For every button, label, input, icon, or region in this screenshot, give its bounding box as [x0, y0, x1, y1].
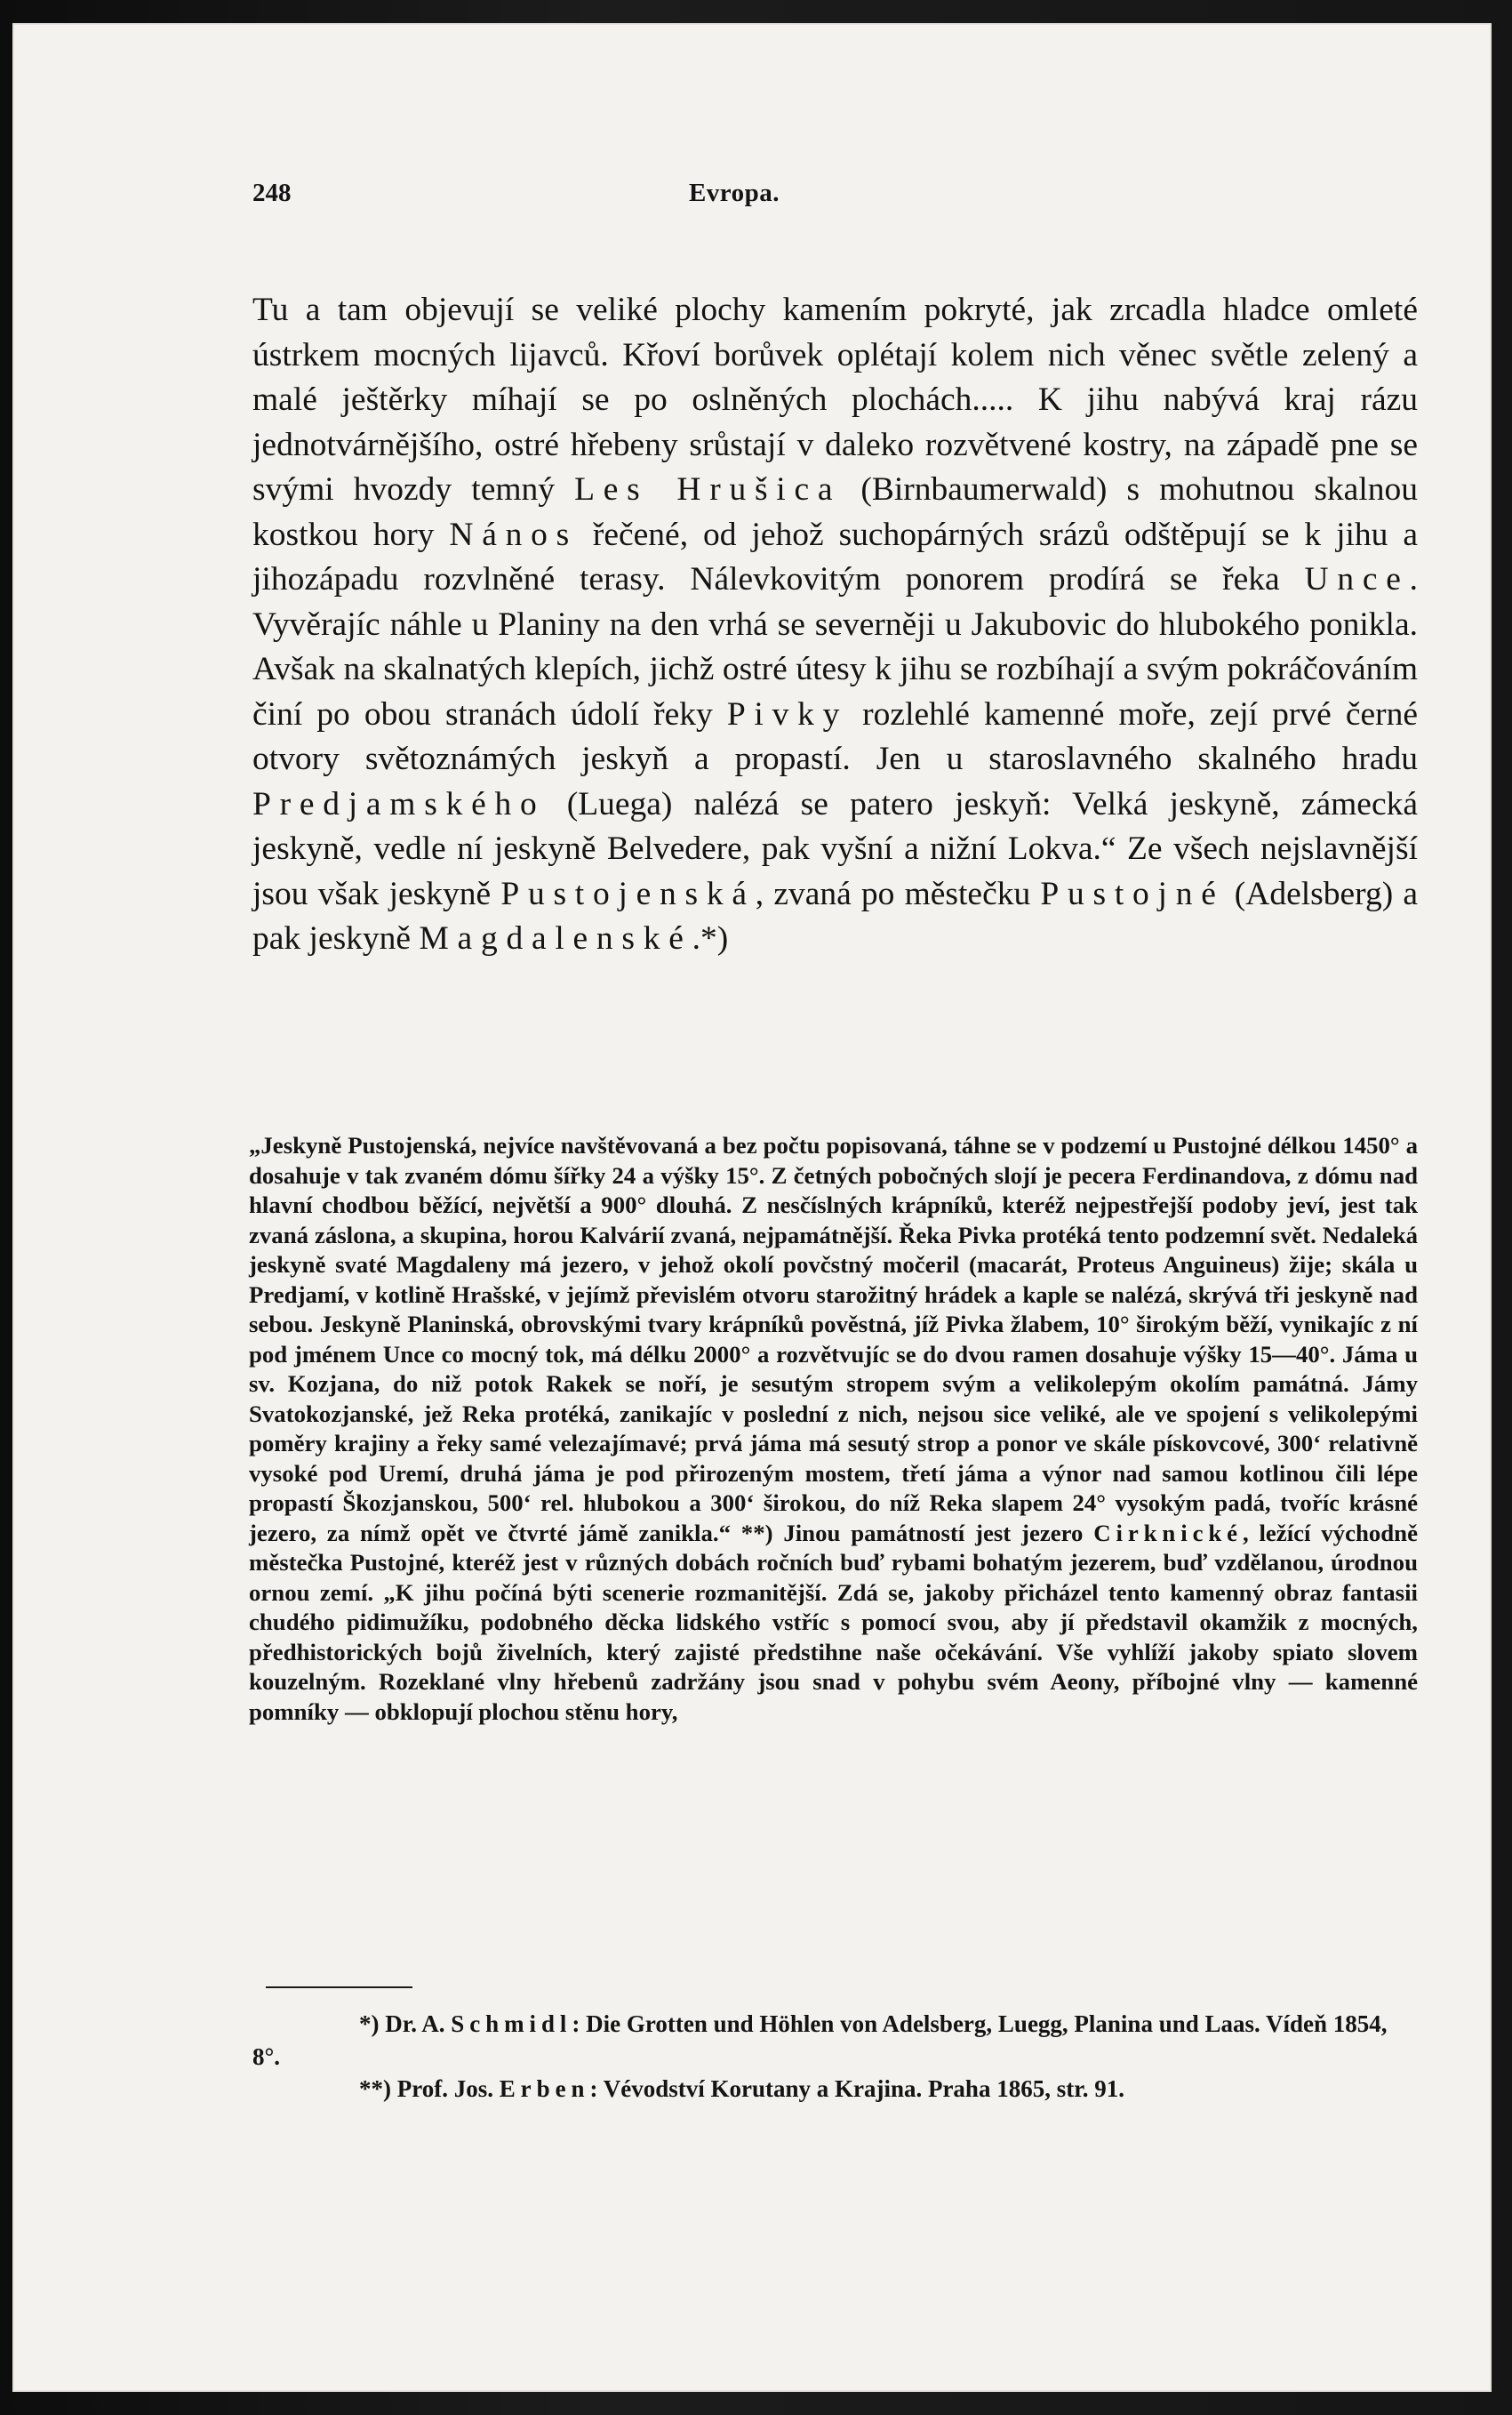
footnote-marker: **) Prof. Jos. — [359, 2075, 500, 2102]
body-text: rozlehlé kamenné moře, zejí prvé černé otvory světoznámých jeskyň a propastí. Jen u staroslavného skalného hradu — [252, 695, 1419, 777]
page-number: 248 — [252, 179, 292, 207]
footnote-author: Schmidl — [451, 2010, 572, 2037]
spaced-term: Pustojné — [1040, 875, 1225, 912]
footnote-2 — [252, 2073, 1418, 2106]
spaced-term: Pustojenská — [500, 875, 756, 912]
quoted-passage — [249, 1131, 1418, 1727]
footnote-text: : Die Grotten und Höhlen von Adelsberg, Luegg, Planina und Laas. Vídeň 1854, 8°. — [252, 2010, 1388, 2070]
footnote-rule — [266, 1986, 412, 1988]
body-text: (Adelsberg) a pak jeskyně — [252, 875, 1419, 957]
quote-text: , ležící východně městečka Pustojné, kteréž jest v různých dobách ročních buď rybami bohatým jezerem, buď vzdělanou, úrodnou ornou zemí. „K jihu počíná býti scenerie rozmanitější. Zdá se, jakoby přicházel tento kamenný obraz fantasii chudého pidimužíku, podobného děcka lidského vstříc s pomocí svou, aby jí představil okamžik z mocných, předhistorických bojů živelních, který zajisté předstihne naše očekávání. Vše vyhlíží jakoby spiato slovem kouzelným. Rozeklané vlny hřebenů zadržány jsou snad v pohybu svém Aeony, příbojné vlny — kamenné pomníky — obklopují plochou stěnu hory, — [249, 1519, 1418, 1725]
footnotes — [252, 2008, 1418, 2106]
spaced-term: Pivky — [726, 695, 849, 733]
body-text: Tu a tam objevují se veliké plochy kamením pokryté, jak zrcadla hladce omleté ústrkem mocných lijavců. Křoví borůvek oplétají kolem nich věnec světle zelený a malé ještěrky míhají se po oslněných plochách..... K jihu nabývá kraj rázu jednotvárnějšího, ostré hřebeny srůstají v daleko rozvětvené kostry, na západě pne se svými hvozdy temný — [252, 292, 1418, 508]
spaced-term: Unce — [1304, 561, 1410, 598]
body-text: (Birnbaumerwald) s mohutnou skalnou kostkou hory — [252, 471, 1418, 553]
book-page — [12, 23, 1492, 2392]
body-text: . Vyvěrajíc náhle u Planiny na den vrhá se severněji u Jakubovic do hlubokého ponikla. Avšak na skalnatých klepích, jichž ostré útesy k jihu se rozbíhají a svým pokráčováním činí po obou stranách údolí řeky — [252, 561, 1418, 733]
spaced-term: Magdalenské — [419, 920, 692, 957]
spaced-term: Nános — [449, 516, 578, 553]
footnote-1 — [252, 2008, 1418, 2073]
running-head: Evropa. — [688, 179, 780, 207]
spaced-term: Les Hrušica — [574, 471, 842, 508]
spaced-term: Predjamského — [252, 785, 546, 822]
footnote-text: : Vévodství Korutany a Krajina. Praha 1865, str. 91. — [589, 2075, 1124, 2102]
main-paragraph — [252, 288, 1418, 962]
quote-text: „Jeskyně Pustojenská, nejvíce navštěvovaná a bez počtu popisovaná, táhne se v podzemí u Pustojné délkou 1450° a dosahuje v tak zvaném dómu šířky 24 a výšky 15°. Z četných pobočných slojí je pecera Ferdinandova, z dómu nad hlavní chodbou běžící, největší a 900° dlouhá. Z nesčíslných krápníků, kteréž nejpestřejší podoby jeví, jest tak zvaná záslona, a skupina, horou Kalvárií zvaná, nejpamátnější. Řeka Pivka protéká tento podzemní svět. Nedaleká jeskyně svaté Magdaleny má jezero, v jehož okolí povčstný močeril (macarát, Proteus Anguineus) žije; skála u Predjamí, v kotlině Hrašské, v jejímž převislém otvoru starožitný hrádek a kaple se nalézá, skrývá tři jeskyně nad sebou. Jeskyně Planinská, obrovskými tvary krápníků pověstná, jíž Pivka žlabem, 10° širokým běží, vynikajíc z ní pod jménem Unce co mocný tok, má délku 2000° a rozvětvujíc se do dvou ramen dosahuje výšky 15—40°. Jáma u sv. Kozjana, do niž potok Rakek se noří, je sesutým stropem svým a velikolepým okolím památná. Jámy Svatokozjanské, jež Reka protéká, zanikajíc v poslední z nich, nejsou sice veliké, ale ve spojení s velikolepými poměry krajiny a řeky samé velezajímavé; prvá jáma má sesutý strop a ponor ve skále pískovcové, 300‘ relativně vysoké pod Uremí, druhá jáma je pod přirozeným mostem, třetí jáma a výnor nad samou kotlinou čili lépe propastí Škozjanskou, 500‘ rel. hlubokou a 300‘ širokou, do níž Reka slapem 24° vysokým padá, tvoříc krásné jezero, za nímž opět ve čtvrté jámě zanikla.“ **) Jinou památností jest jezero — [249, 1132, 1418, 1546]
footnote-author: Erben — [499, 2075, 590, 2102]
spaced-term: Cirknické — [1093, 1519, 1243, 1546]
body-text: , zvaná po městečku — [755, 875, 1041, 912]
page-header — [252, 179, 1216, 218]
body-text: (Luega) nalézá se patero jeskyň: Velká jeskyně, zámecká jeskyně, vedle ní jeskyně Belvedere, pak vyšní a nižní Lokva.“ Ze všech nejslavnější jsou však jeskyně — [252, 785, 1418, 912]
body-text: .*) — [692, 920, 729, 957]
body-text: řečené, od jehož suchopárných srázů odštěpují se k jihu a jihozápadu rozvlněné terasy. Nálevkovitým ponorem prodírá se řeka — [252, 516, 1419, 598]
footnote-marker: *) Dr. A. — [359, 2010, 452, 2037]
